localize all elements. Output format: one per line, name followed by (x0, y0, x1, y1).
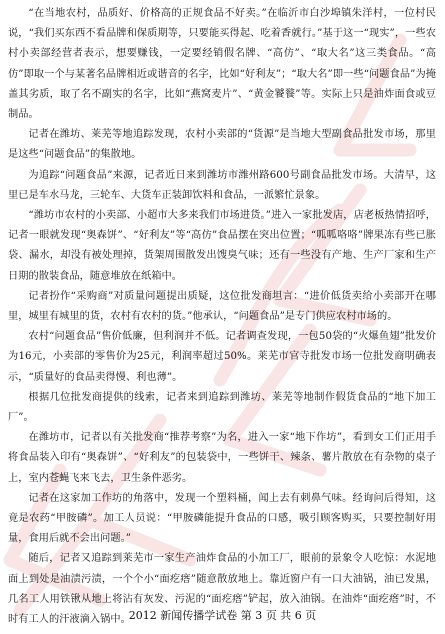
paragraph: 记者扮作“采购商”对质量问题提出质疑，这位批发商坦言：“进价低货卖给小卖部开在哪里，城里有城里的货，农村有农村的货。”他承认，“问题食品”是专门供应农村市场的。 (8, 290, 436, 323)
paragraph: “在当地农村，品质好、价格高的正规食品不好卖。”在临沂市白沙埠镇朱洋村，一位村民说，“我们买东西不看品牌和保质期等，只要能买得起、吃着香就行。”基于这一“现实”，一些农村小卖部经营者表示，想要赚钱，一定要经销假名牌、“高仿”、“取大名”这三类食品。“高仿”即取一个与某著名品牌相近或谐音的名字，比如“好利友”；“取大名”即一些“问题食品”为掩盖其劣质，取了名不副实的名字，比如“燕窝麦片”、“黄金饕餮”等。实际上只是油炸面食或豆制品。 (8, 8, 436, 121)
paragraph: 农村“问题食品”售价低廉，但利润并不低。记者调查发现，一包50袋的“火爆鱼翅”批发价为16元，小卖部的零售价为25元，利润率超过50%。莱芜市官寺批发市场一位批发商明确表示，“质量好的食品卖得慢、利也薄”。 (8, 331, 436, 383)
paragraph: 记者在这家加工作坊的角落中，发现一个塑料桶，闻上去有刺鼻气味。经询问后得知，这竟是农药“甲胺磷”。加工人员说：“甲胺磷能提升食品的口感，吸引顾客购买，只要控制好用量，食用后就不会出问题。” (8, 492, 436, 545)
page-footer: 2012 新闻传播学试卷 第 3 页 共 6 页 (128, 609, 317, 622)
paragraph: 为追踪“问题食品”来源，记者近日来到潍坊市潍州路600号副食品批发市场。大清早，这里已是车水马龙，三轮车、大货车正装卸饮料和食品，一派繁忙景象。 (8, 169, 436, 201)
article-body (8, 4, 436, 630)
paragraph: 记者在潍坊、莱芜等地追踪发现，农村小卖部的“货源”是当地大型副食品批发市场，那里是这些“问题食品”的集散地。 (8, 129, 436, 161)
paragraph: 随后，记者又追踪到莱芜市一家生产油炸食品的小加工厂，眼前的景象令人吃惊：水泥地面上到处是油渍污渍，一个个小“面疙瘩”随意散放地上。靠近窗户有一口大油锅，油已发黑，几名工人用铁锹从地上将沾有灰发、污泥的“面疙瘩”铲起，放入油锅。在油炸“面疙瘩”时，不时有工人的汗液滴入锅中。 (8, 553, 436, 626)
paragraph: 在潍坊市，记者以有关批发商“推荐考察”为名，进入一家“地下作坊”，看到女工们正用手将食品装入印有“奥森饼”、“好利友”的包装袋中，一些饼干、辣条、薯片散放在有杂物的桌子上，室内苍蝇飞来飞去，卫生条件恶劣。 (8, 432, 436, 484)
paragraph: “潍坊市农村的小卖部、小超市大多来我们市场进货。”进入一家批发店，店老板热情招呼，记者一眼就发现“奥森饼”、“好利友”等“高仿”食品摆在突出位置；“呱呱咯咯”牌果冻有些已胀袋、漏水，却没有被处理掉，货架周围散发出馊臭气味；还有一些没有产地、生产厂家和生产日期的散装食品，随意堆放在纸箱中。 (8, 210, 436, 282)
paragraph: 根据几位批发商提供的线索，记者来到追踪到潍坊、莱芜等地制作假货食品的“地下加工厂”。 (8, 391, 436, 424)
